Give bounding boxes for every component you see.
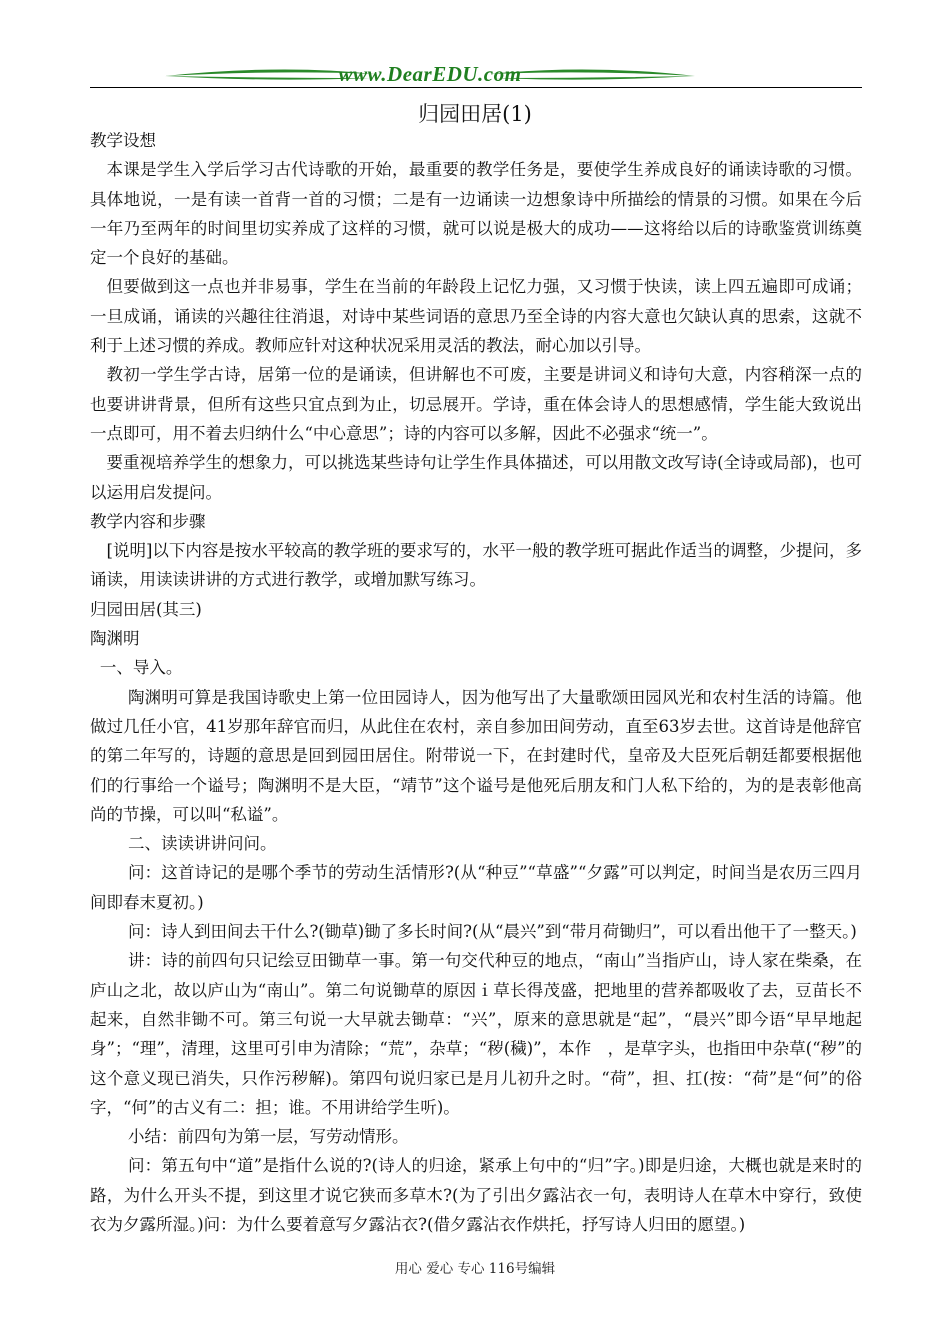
document-body [90, 126, 862, 1239]
step-heading: 二、读读讲讲问问。 [127, 834, 277, 854]
paragraph: 本课是学生入学后学习古代诗歌的开始，最重要的教学任务是，要使学生养成良好的诵读诗歌的习惯。具体地说，一是有读一首背一首的习惯；二是有一边诵读一边想象诗中所描绘的情景的习惯。如果在今后一年乃至两年的时间里切实养成了这样的习惯，就可以说是极大的成功——这将给以后的诗歌鉴赏训练奠定一个良好的基础。 [90, 160, 862, 268]
paragraph: 问：这首诗记的是哪个季节的劳动生活情形?(从“种豆”“草盛”“夕露”可以判定，时间当是农历三四月间即春末夏初。) [90, 863, 862, 912]
step-heading: 一、导入。 [99, 658, 183, 678]
page-title: 归园田居(1) [418, 102, 532, 126]
poem-author: 陶渊明 [90, 629, 140, 649]
section-heading: 教学内容和步骤 [90, 511, 206, 531]
paragraph: 但要做到这一点也并非易事，学生在当前的年龄段上记忆力强，又习惯于快读，读上四五遍即可成诵；一旦成诵，诵读的兴趣往往消退，对诗中某些词语的意思乃至全诗的内容大意也欠缺认真的思索，这就不利于上述习惯的养成。教师应针对这种状况采用灵活的教法，耐心加以引导。 [90, 277, 862, 356]
poem-title: 归园田居(其三) [90, 599, 202, 619]
site-logo [160, 58, 700, 98]
header-divider [90, 87, 862, 88]
paragraph: 要重视培养学生的想象力，可以挑选某些诗句让学生作具体描述，可以用散文改写诗(全诗或局部)，也可以运用启发提问。 [90, 453, 862, 502]
paragraph: 问：诗人到田间去干什么?(锄草)锄了多长时间?(从“晨兴”到“带月荷锄归”，可以看出他干了一整天。) [127, 922, 857, 942]
paragraph: 陶渊明可算是我国诗歌史上第一位田园诗人，因为他写出了大量歌颂田园风光和农村生活的诗篇。他做过几任小官，41岁那年辞官而归，从此住在农村，亲自参加田间劳动，直至63岁去世。这首诗是他辞官的第二年写的，诗题的意思是回到园田居住。附带说一下，在封建时代，皇帝及大臣死后朝廷都要根据他们的行事给一个谥号；陶渊明不是大臣，“靖节”这个谥号是他死后朋友和门人私下给的，为的是表彰他高尚的节操，可以叫“私谥”。 [90, 687, 862, 824]
section-heading: 教学设想 [90, 131, 156, 150]
page-footer: 用心 爱心 专心 116号编辑 [394, 1261, 556, 1277]
site-name: www.DearEDU.com [338, 62, 522, 86]
paragraph: 教初一学生学古诗，居第一位的是诵读，但讲解也不可废，主要是讲词义和诗句大意，内容稍深一点的也要讲讲背景，但所有这些只宜点到为止，切忌展开。学诗，重在体会诗人的思想感情，学生能大致说出一点即可，用不着去归纳什么“中心意思”；诗的内容可以多解，因此不必强求“统一”。 [90, 365, 862, 443]
paragraph: 问：第五句中“道”是指什么说的?(诗人的归途，紧承上句中的“归”字。)即是归途，大概也就是来时的路，为什么开头不提，到这里才说它狭而多草木?(为了引出夕露沾衣一句，表明诗人在草木中穿行，致使衣为夕露所湿。)问：为什么要着意写夕露沾衣?(借夕露沾衣作烘托，抒写诗人归田的愿望。) [90, 1156, 862, 1234]
paragraph: 讲：诗的前四句只记绘豆田锄草一事。第一句交代种豆的地点，“南山”当指庐山，诗人家在柴桑，在庐山之北，故以庐山为“南山”。第二句说锄草的原因ｉ草长得茂盛，把地里的营养都吸收了去，豆苗长不起来，自然非锄不可。第三句说一大早就去锄草：“兴”，原来的意思就是“起”，“晨兴”即今语“早早地起身”；“理”，清理，这里可引申为清除；“荒”，杂草；“秽(穢)”，本作 ，是草字头，也指田中杂草(“秽”的这个意义现已消失，只作污秽解)。第四句说归家已是月儿初升之时。“荷”，担、扛(按：“荷”是“何”的俗字，“何”的古义有二：担；谁。不用讲给学生听)。 [90, 951, 862, 1117]
paragraph: 小结：前四句为第一层，写劳动情形。 [127, 1127, 409, 1147]
paragraph: [说明]以下内容是按水平较高的教学班的要求写的，水平一般的教学班可据此作适当的调整，少提问，多诵读，用读读讲讲的方式进行教学，或增加默写练习。 [90, 541, 862, 590]
